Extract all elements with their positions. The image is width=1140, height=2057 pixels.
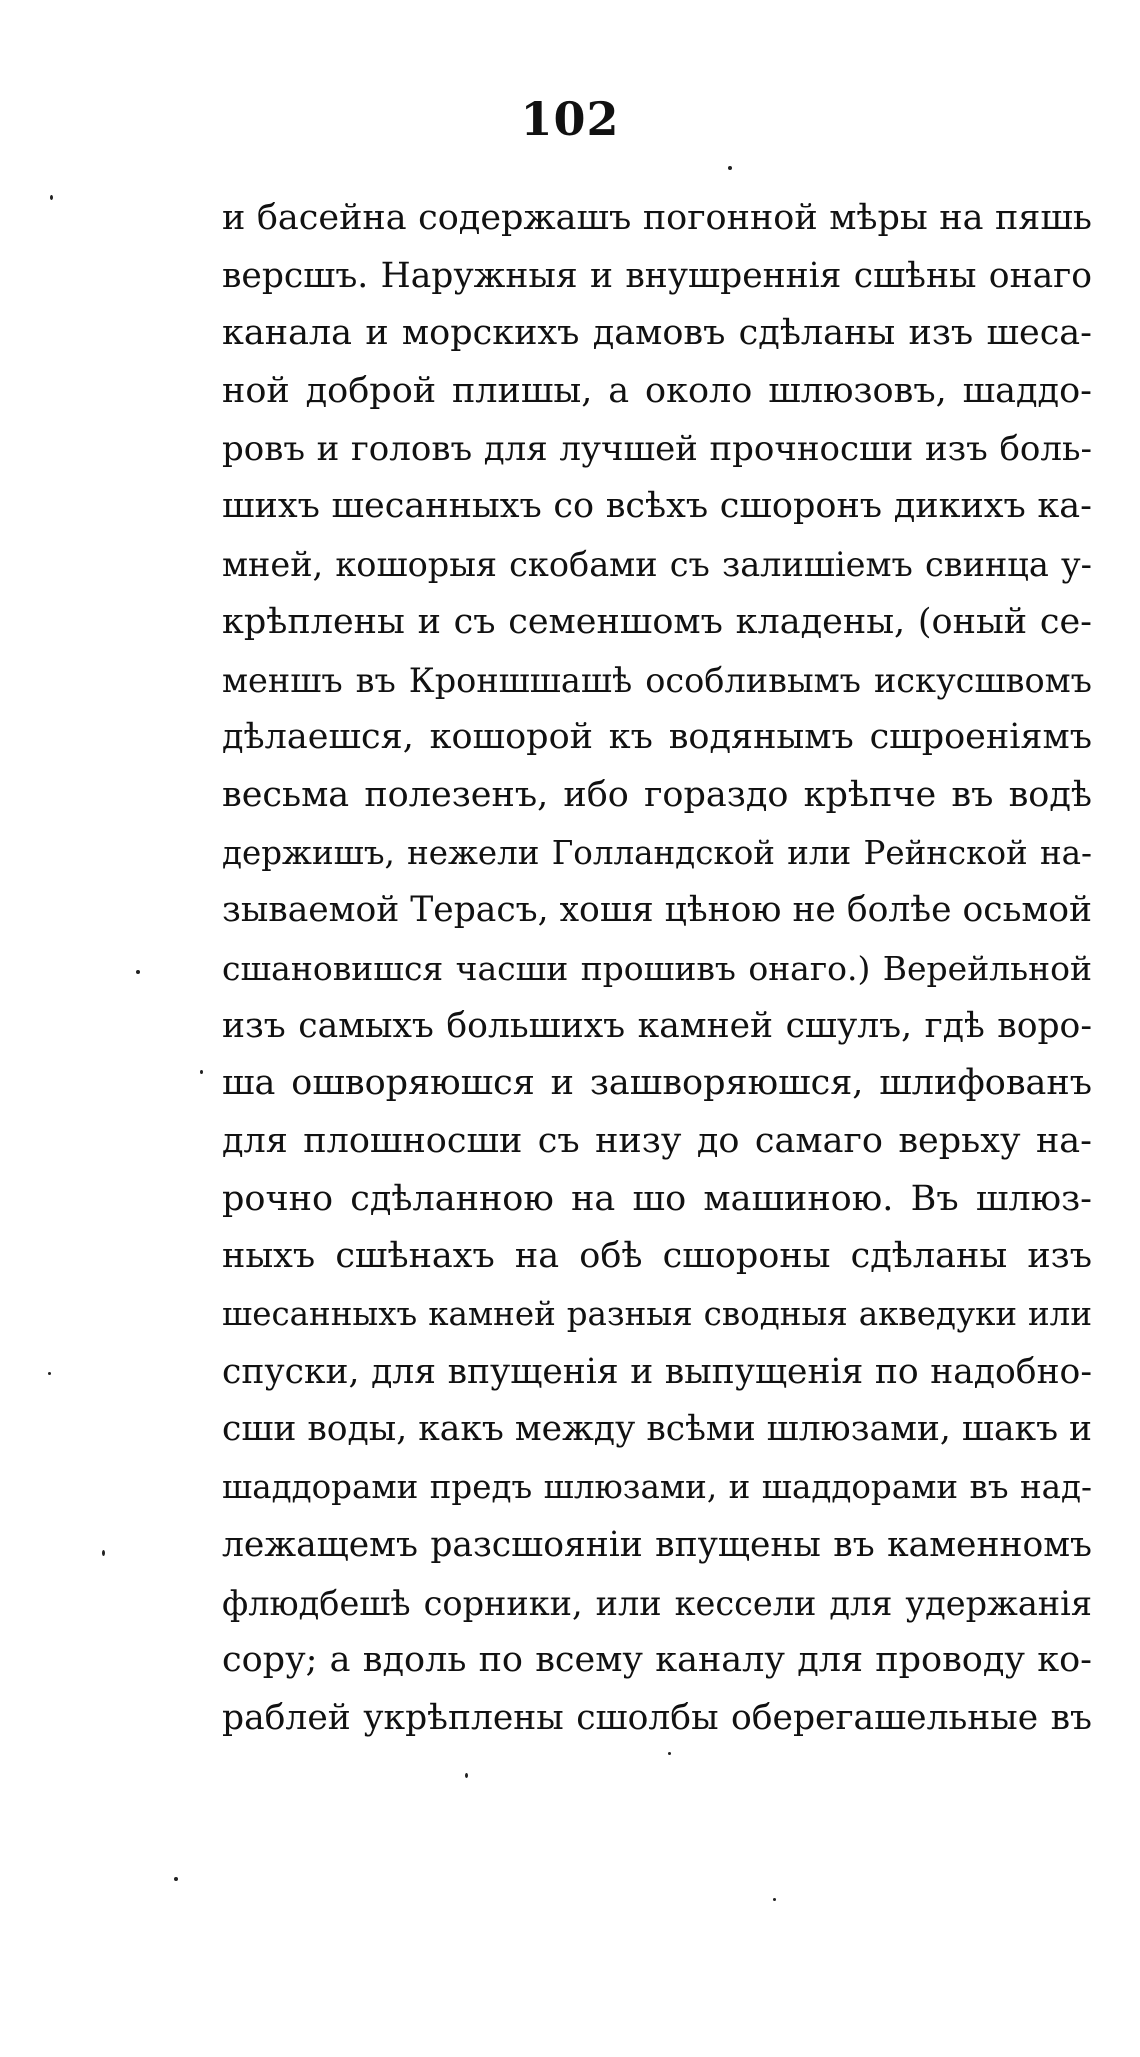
body-text [222, 190, 1092, 1748]
text-line: держишъ, нежели Голландской или Рейнской на- [222, 833, 1092, 872]
text-line: зываемой Терасъ, хошя цѣною не болѣе осьмой [222, 890, 1092, 931]
text-line: ныхъ сшѣнахъ на обѣ сшороны сдѣланы изъ [222, 1236, 1092, 1277]
text-line: весьма полезенъ, ибо гораздо крѣпче въ водѣ [222, 774, 1092, 815]
text-line: дѣлаешся, кошорой къ водянымъ сшроеніямъ [222, 717, 1092, 758]
scan-speck [102, 1550, 105, 1556]
text-line: шаддорами предъ шлюзами, и шаддорами въ над- [222, 1468, 1092, 1507]
scan-speck [773, 1898, 776, 1901]
text-line: лежащемъ разсшояніи впущены въ каменномъ [222, 1524, 1092, 1565]
text-line: мней, кошорыя скобами съ залишіемъ свинца у- [222, 545, 1092, 585]
text-line: рочно сдѣланною на шо машиною. Въ шлюз- [222, 1178, 1092, 1219]
text-line: ровъ и головъ для лучшей прочносши изъ боль- [222, 428, 1092, 469]
text-line: ной доброй плишы, а около шлюзовъ, шаддо- [222, 371, 1092, 412]
scan-speck [136, 970, 140, 974]
text-line: раблей укрѣплены сшолбы оберегашельные въ [222, 1697, 1092, 1738]
scan-speck [668, 1752, 671, 1755]
text-line: сору; а вдоль по всему каналу для проводу ко- [222, 1640, 1092, 1681]
text-line: ша ошворяюшся и зашворяюшся, шлифованъ [222, 1063, 1092, 1104]
scan-speck [465, 1773, 468, 1778]
text-line: крѣплены и съ семеншомъ кладены, (оный се- [222, 601, 1092, 642]
text-line: шихъ шесанныхъ со всѣхъ сшоронъ дикихъ ка- [222, 486, 1092, 527]
text-line: шесанныхъ камней разныя сводныя акведуки или [222, 1295, 1092, 1334]
text-line: сшановишся часши прошивъ онаго.) Верейльной [222, 948, 1092, 988]
text-line: меншъ въ Кроншшашѣ особливымъ искусшвомъ [222, 660, 1092, 700]
text-line: канала и морскихъ дамовъ сдѣланы изъ шеса- [222, 313, 1092, 354]
scan-speck [728, 166, 732, 170]
text-line: сши воды, какъ между всѣми шлюзами, шакъ и [222, 1409, 1092, 1450]
text-line: флюдбешѣ сорники, или кессели для удержанія [222, 1583, 1092, 1623]
scan-speck [174, 1877, 178, 1881]
scan-speck [48, 1372, 51, 1375]
text-line: и басейна содержашъ погонной мѣры на пяшь [222, 198, 1092, 238]
text-line: изъ самыхъ большихъ камней сшулъ, гдѣ воро- [222, 1005, 1092, 1046]
page-number: 102 [520, 92, 620, 146]
text-line: версшъ. Наружныя и внушреннія сшѣны онаго [222, 255, 1092, 296]
text-line: спуски, для впущенія и выпущенія по надобно- [222, 1351, 1092, 1392]
scan-speck [200, 1070, 203, 1074]
scan-speck [50, 195, 53, 200]
text-line: для плошносши съ низу до самаго верьху на- [222, 1121, 1092, 1161]
